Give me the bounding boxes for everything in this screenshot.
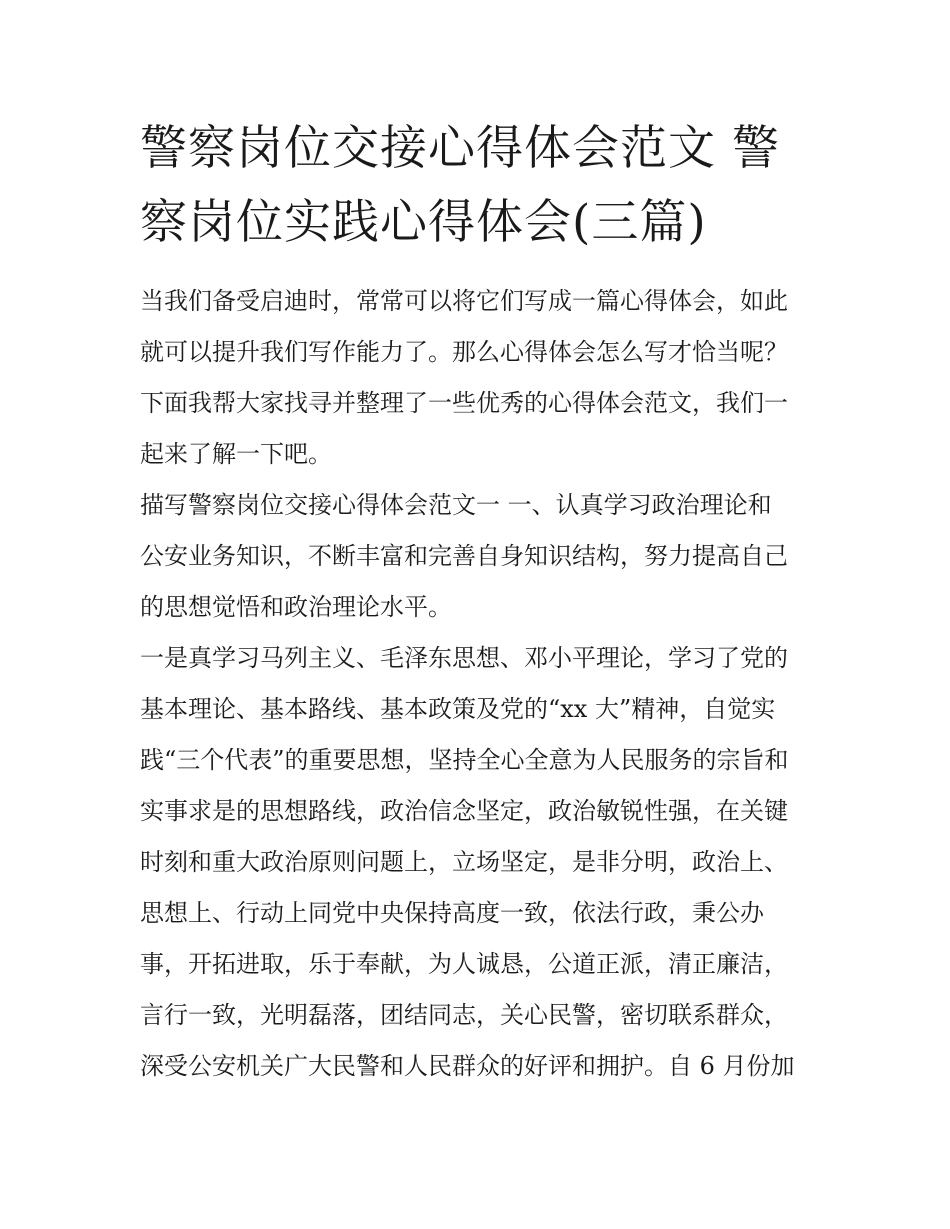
text-line: 下面我帮大家找寻并整理了一些优秀的心得体会范文，我们一 [140, 389, 788, 417]
intro-paragraph [140, 276, 830, 480]
title-line: 警察岗位交接心得体会范文 警 [140, 121, 780, 176]
text-line: 实事求是的思想路线，政治信念坚定，政治敏锐性强，在关键 [140, 797, 788, 825]
text-line: 言行一致，光明磊落，团结同志，关心民警，密切联系群众， [140, 1001, 788, 1029]
text-line: 时刻和重大政治原则问题上，立场坚定，是非分明，政治上、 [140, 848, 788, 876]
text-line: 公安业务知识，不断丰富和完善自身知识结构，努力提高自己 [140, 542, 788, 570]
text-line: 基本理论、基本路线、基本政策及党的“xx 大”精神，自觉实 [140, 695, 776, 723]
text-line: 起来了解一下吧。 [140, 440, 332, 468]
title-line: 察岗位实践心得体会(三篇) [140, 195, 707, 250]
text-line: 当我们备受启迪时，常常可以将它们写成一篇心得体会，如此 [140, 287, 788, 315]
text-line: 深受公安机关广大民警和人民群众的好评和拥护。自 6 月份加 [140, 1052, 795, 1080]
text-line: 描写警察岗位交接心得体会范文一 一、认真学习政治理论和 [140, 491, 772, 519]
text-line: 的思想觉悟和政治理论水平。 [140, 593, 452, 621]
text-line: 践“三个代表”的重要思想，坚持全心全意为人民服务的宗旨和 [140, 746, 789, 774]
document-title [140, 112, 830, 260]
text-line: 事，开拓进取，乐于奉献，为人诚恳，公道正派，清正廉洁， [140, 950, 788, 978]
document-body [140, 276, 830, 1092]
text-line: 就可以提升我们写作能力了。那么心得体会怎么写才恰当呢？ [140, 338, 788, 366]
body-paragraph [140, 633, 830, 1092]
section-paragraph [140, 480, 830, 633]
text-line: 思想上、行动上同党中央保持高度一致，依法行政，秉公办 [140, 899, 764, 927]
text-line: 一是真学习马列主义、毛泽东思想、邓小平理论，学习了党的 [140, 644, 788, 672]
